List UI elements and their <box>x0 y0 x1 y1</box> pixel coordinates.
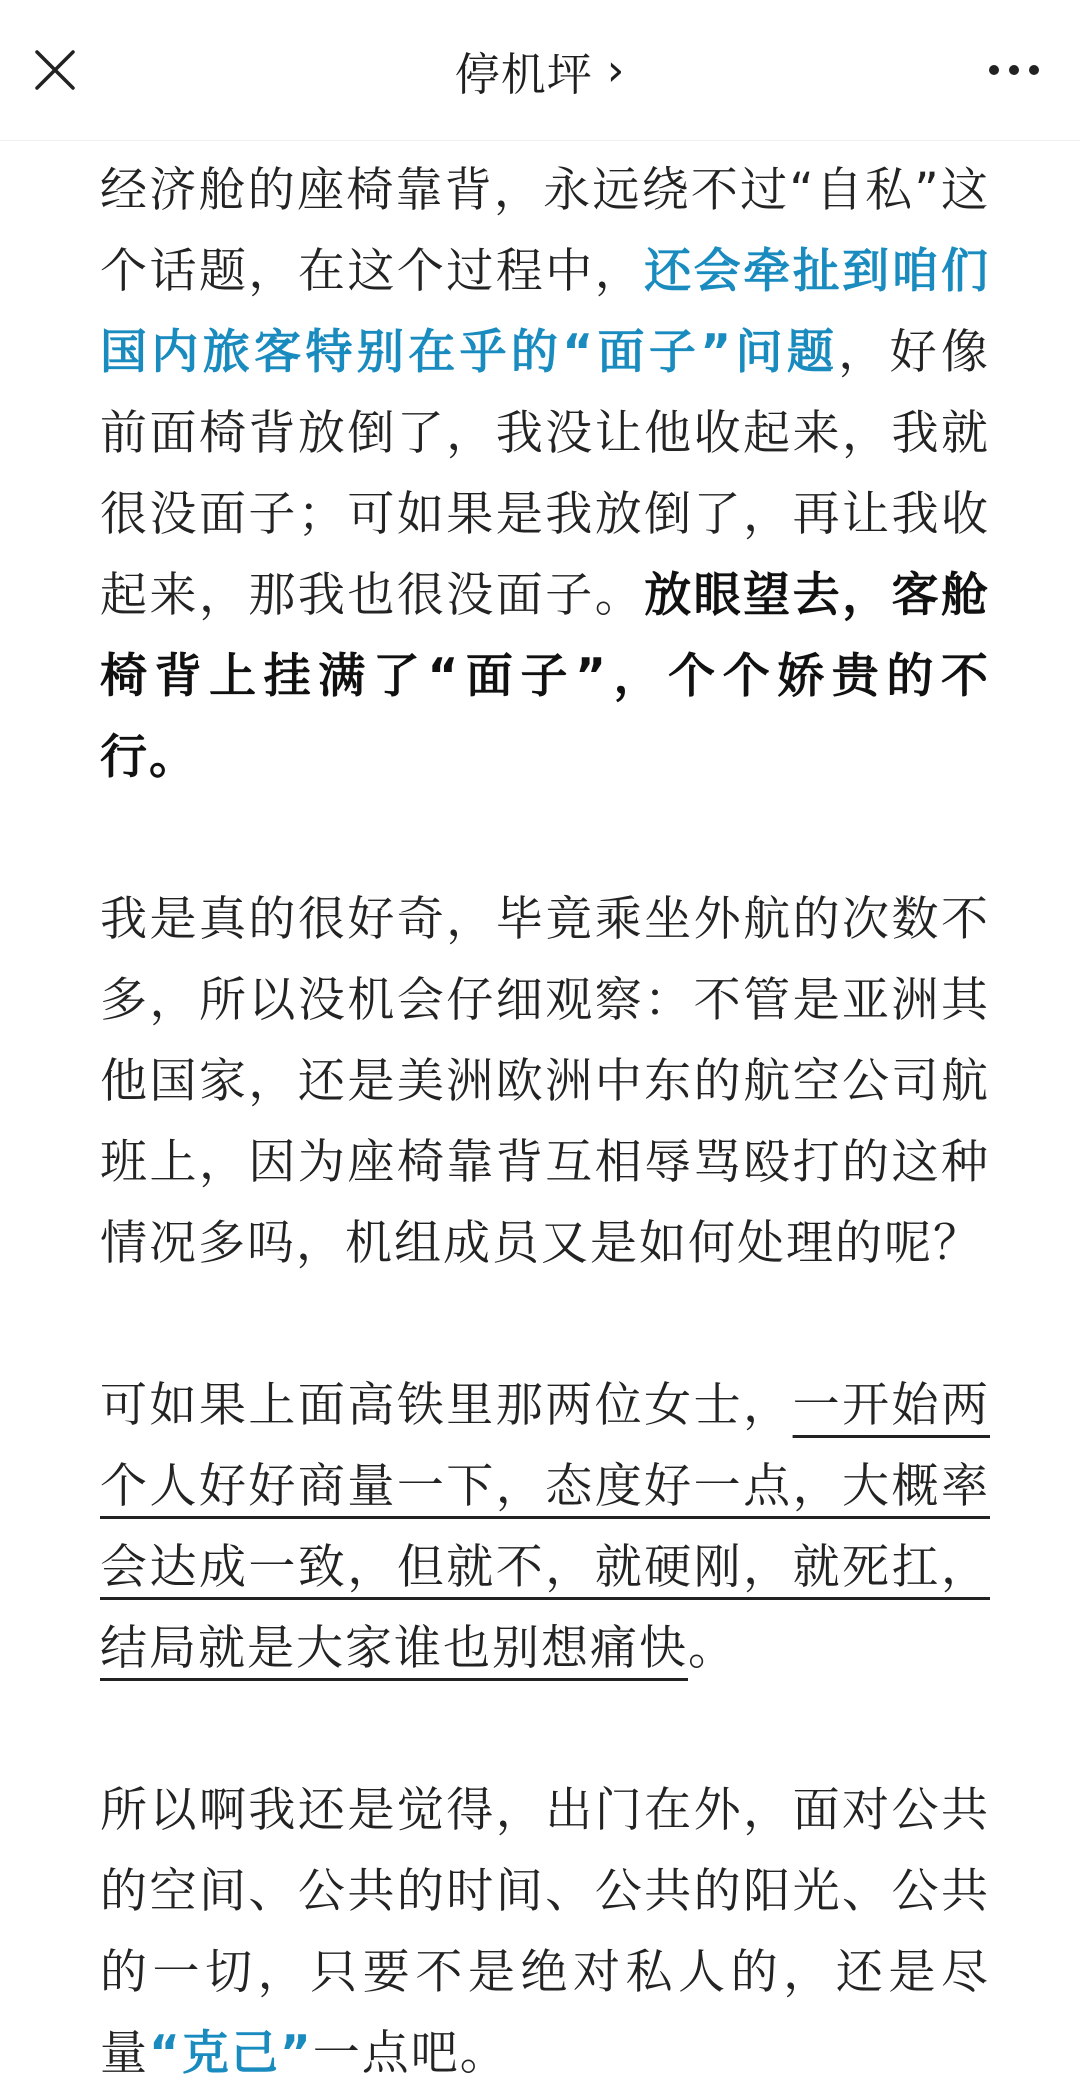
more-button[interactable] <box>984 45 1044 95</box>
page-title-text: 停机坪 <box>454 47 593 101</box>
p4-highlight: “克己” <box>149 2026 313 2081</box>
nav-header <box>0 0 1080 141</box>
paragraph-2: 我是真的很好奇，毕竟乘坐外航的次数不多，所以没机会仔细观察：不管是亚洲其他国家，还是美洲欧洲中东的航空公司航班上，因为座椅靠背互相辱骂殴打的这种情况多吗，机组成员又是如何处理的呢？ <box>100 892 990 1271</box>
p4-end: 一点吧。 <box>312 2026 509 2081</box>
p3-text: 可如果上面高铁里那两位女士， <box>100 1378 793 1433</box>
p4-text: 所以啊我还是觉得，出门在外，面对公共的空间、公共的时间、公共的阳光、公共的一切，只要不是绝对私人的，还是尽量 <box>100 1783 990 2081</box>
paragraph-3 <box>100 1365 990 1689</box>
article-body <box>100 150 990 2094</box>
more-icon <box>988 64 1040 76</box>
p3-underline: 一开始两个人好好商量一下，态度好一点，大概率会达成一致，但就不，就硬刚，就死扛，结局就是大家谁也别想痛快 <box>100 1378 991 1676</box>
p1-text-2: ，好像前面椅背放倒了，我没让他收起来，我就很没面子；可如果是我放倒了，再让我收起来，那我也很没面子。 <box>100 325 990 623</box>
paragraph-4 <box>100 1770 990 2094</box>
p1-highlight: 还会牵扯到咱们国内旅客特别在乎的“面子”问题 <box>100 244 991 380</box>
chevron-right-icon: › <box>606 44 626 96</box>
p1-text: 经济舱的座椅靠背，永远绕不过“自私”这个话题，在这个过程中， <box>100 163 990 299</box>
p3-end: 。 <box>688 1621 737 1676</box>
paragraph-1 <box>100 150 990 798</box>
page-title[interactable] <box>0 40 1080 100</box>
p1-bold: 放眼望去，客舱椅背上挂满了“面子”，个个娇贵的不行。 <box>100 568 991 785</box>
